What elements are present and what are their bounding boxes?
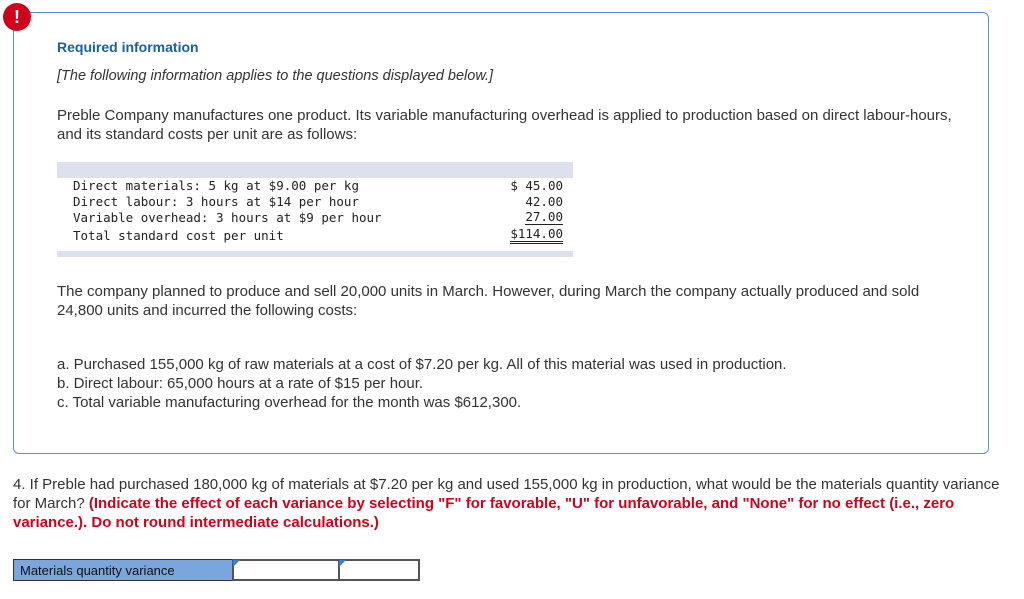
input-flag-icon — [233, 560, 240, 567]
table-top-band — [57, 162, 573, 178]
alert-icon: ! — [3, 3, 31, 31]
list-item: b. Direct labour: 65,000 hours at a rate of $15 per hour. — [57, 375, 424, 392]
answer-row — [13, 559, 420, 583]
plan-paragraph: The company planned to produce and sell 20,000 units in March. However, during March the company actually produced and sold 24,800 units and incurred the following costs: — [57, 283, 920, 319]
question-4 — [13, 475, 1003, 532]
table-row-amount: 27.00 — [525, 209, 563, 224]
table-total-amount: $114.00 — [510, 226, 563, 244]
table-row-label: Direct materials: 5 kg at $9.00 per kg — [73, 178, 359, 193]
table-row-label: Total standard cost per unit — [73, 228, 284, 243]
table-row-amount: $ 45.00 — [510, 178, 563, 193]
standard-cost-table — [57, 162, 573, 257]
variance-effect-select[interactable] — [340, 559, 420, 581]
intro-paragraph: Preble Company manufactures one product. Its variable manufacturing overhead is applied to production based on direct labour-hours, and its standard costs per unit are as follows: — [57, 107, 952, 143]
select-flag-icon — [339, 560, 346, 567]
question-text: 4. If Preble had purchased 180,000 kg of materials at $7.20 per kg and used 155,000 kg in production, what would be the materials quantity variance for March? — [13, 476, 1000, 512]
required-information-title: Required information — [57, 39, 199, 55]
materials-quantity-variance-label: Materials quantity variance — [13, 559, 232, 581]
question-instruction: (Indicate the effect of each variance by selecting "F" for favorable, "U" for unfavorable, and "None" for no effect (i.e., zero variance.). Do not round intermediate calculations.) — [13, 495, 955, 531]
table-row-label: Direct labour: 3 hours at $14 per hour — [73, 194, 359, 209]
applies-note: [The following information applies to the questions displayed below.] — [57, 68, 494, 84]
table-row-amount: 42.00 — [525, 194, 563, 209]
list-item: c. Total variable manufacturing overhead for the month was $612,300. — [57, 394, 522, 411]
table-row-label: Variable overhead: 3 hours at $9 per hour — [73, 210, 382, 225]
table-bottom-band — [57, 251, 573, 257]
list-item: a. Purchased 155,000 kg of raw materials at a cost of $7.20 per kg. All of this material was used in production. — [57, 356, 787, 373]
variance-amount-input[interactable] — [232, 559, 340, 581]
